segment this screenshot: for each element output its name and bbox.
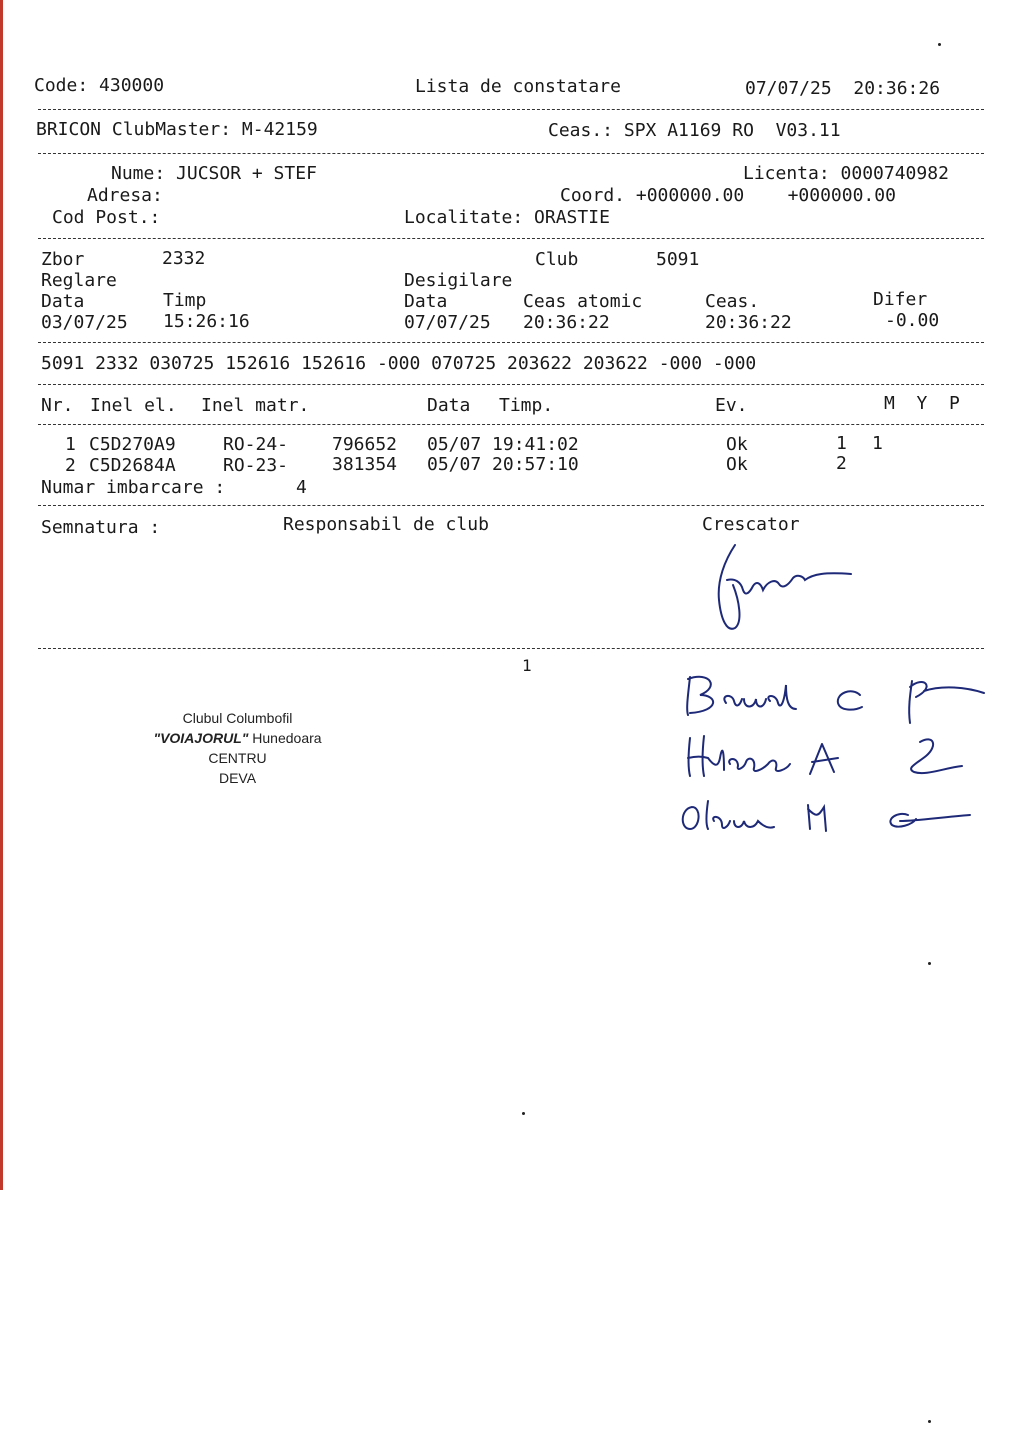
row-m: 2 (836, 453, 847, 474)
unsealing-label: Desigilare (404, 270, 513, 291)
committee-signature-1 (680, 665, 990, 725)
signature-label: Semnatura : (41, 517, 161, 538)
club-responsible-label: Responsabil de club (283, 514, 489, 535)
boarding-count-value: 4 (296, 477, 307, 498)
row-matr-number: 381354 (332, 454, 398, 475)
locality: Localitate: ORASTIE (404, 207, 610, 228)
clubmaster-label: BRICON ClubMaster: M-42159 (36, 119, 318, 140)
atomic-clock-label: Ceas atomic (523, 291, 643, 312)
setting-label: Reglare (41, 270, 117, 291)
separator (38, 238, 984, 239)
stamp-line-2 (130, 728, 345, 748)
separator (38, 153, 984, 154)
col-header-inel-matr: Inel matr. (201, 395, 310, 416)
col-header-data: Data (427, 395, 471, 416)
separator (38, 384, 984, 385)
code-label: Code: 430000 (34, 75, 165, 96)
col-header-inel-el: Inel el. (90, 395, 177, 416)
code-line: 5091 2332 030725 152616 152616 -000 070725 203622 203622 -000 -000 (41, 353, 757, 374)
col-header-nr: Nr. (41, 395, 74, 416)
stamp-club-name: "VOIAJORUL" (153, 730, 249, 746)
row-m: 1 (836, 433, 847, 454)
row-nr: 1 (65, 434, 76, 455)
club-label: Club (535, 249, 579, 270)
difference-label: Difer (873, 289, 928, 310)
postal-code-label: Cod Post.: (52, 207, 161, 228)
breeder-label: Crescator (702, 514, 800, 535)
row-y: 1 (872, 433, 883, 454)
committee-signature-2 (682, 728, 972, 788)
flight-value: 2332 (162, 248, 206, 269)
flight-label: Zbor (41, 249, 85, 270)
separator (38, 648, 984, 649)
difference-value: -0.00 (885, 310, 940, 331)
row-ev: Ok (726, 454, 748, 475)
paper-speck (928, 1420, 931, 1423)
row-datetime: 05/07 19:41:02 (427, 434, 579, 455)
setting-date-label: Data (41, 291, 85, 312)
clock-label: Ceas.: SPX A1169 RO V03.11 (548, 120, 841, 141)
committee-signature-3 (678, 795, 978, 840)
row-inel-el: C5D270A9 (89, 434, 176, 455)
atomic-clock-time: 20:36:22 (523, 312, 610, 333)
owner-name: Nume: JUCSOR + STEF (111, 163, 317, 184)
coordinates: Coord. +000000.00 +000000.00 (560, 185, 896, 206)
address-label: Adresa: (87, 185, 163, 206)
separator (38, 424, 984, 425)
license-number: Licenta: 0000740982 (743, 163, 949, 184)
separator (38, 342, 984, 343)
stamp-line-1: Clubul Columbofil (182, 710, 293, 726)
clock-time: 20:36:22 (705, 312, 792, 333)
setting-date: 03/07/25 (41, 312, 128, 333)
document-title: Lista de constatare (415, 76, 621, 97)
clock-label-2: Ceas. (705, 291, 760, 312)
separator (38, 109, 984, 110)
col-header-ev: Ev. (715, 395, 748, 416)
row-matr-prefix: RO-23- (223, 455, 289, 476)
row-inel-el: C5D2684A (89, 455, 176, 476)
row-datetime: 05/07 20:57:10 (427, 454, 579, 475)
setting-time: 15:26:16 (163, 311, 250, 332)
separator (38, 505, 984, 506)
row-ev: Ok (726, 434, 748, 455)
row-matr-number: 796652 (332, 434, 398, 455)
club-value: 5091 (656, 249, 700, 270)
unsealing-date: 07/07/25 (404, 312, 491, 333)
club-stamp (130, 708, 345, 788)
stamp-line-3: CENTRU (208, 750, 267, 766)
page-edge (0, 0, 3, 1190)
col-header-myp: M Y P (884, 393, 960, 414)
row-nr: 2 (65, 455, 76, 476)
setting-time-label: Timp (163, 290, 207, 311)
paper-speck (938, 43, 941, 46)
paper-speck (928, 962, 931, 965)
row-matr-prefix: RO-24- (223, 434, 289, 455)
stamp-city: Hunedoara (248, 730, 322, 746)
stamp-line-4: DEVA (218, 770, 257, 786)
page-number: 1 (522, 656, 532, 675)
breeder-signature (705, 540, 865, 640)
unsealing-date-label: Data (404, 291, 448, 312)
boarding-count-label: Numar imbarcare : (41, 477, 226, 498)
print-datetime: 07/07/25 20:36:26 (745, 78, 941, 99)
col-header-timp: Timp. (499, 395, 554, 416)
paper-speck (522, 1112, 525, 1115)
